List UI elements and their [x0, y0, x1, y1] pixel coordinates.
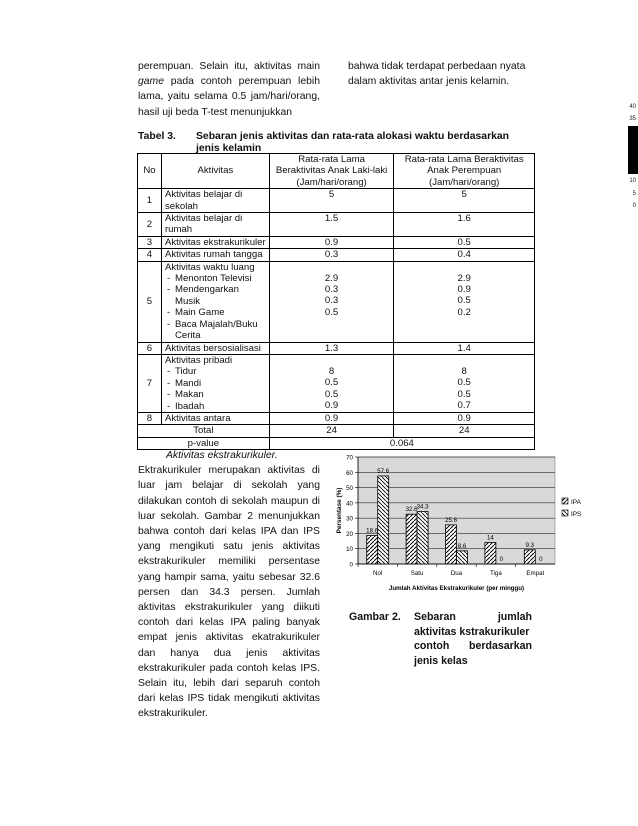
- row-male: 1.5: [269, 213, 394, 237]
- sub-activity: - Mandi: [165, 378, 266, 389]
- row-label-group: [161, 354, 269, 412]
- row-no: 4: [138, 249, 162, 261]
- bar-ipa: [524, 550, 535, 564]
- row-female: 0.5: [457, 377, 471, 389]
- row-male-group: [269, 354, 394, 412]
- extracurricular-paragraph: Aktivitas ekstrakurikuler. Ektrakurikuler merupakan aktivitas di luar jam belajar di sekolah yang dilakukan contoh di sekolah maupun di luar sekolah. Gambar 2 menunjukkan bahwa contoh dari kelas IPA dan IPS yang mengikuti satu jenis aktivitas ekstrakurikuler memiliki persentase yang hampir sama, yaitu sebesar 32.6 persen dan 34.3 persen. Jumlah aktivitas ekstrakurikuler yang diikuti contoh dari kelas IPA paling banyak empat jenis aktivitas ekatrakurikuler dan hanya dua jenis aktivitas ekstrakurikuler pada contoh kelas IPS. Selain itu, lebih dari separuh contoh dari kelas IPS tidak mengikuti aktivitas ekstrakurikuler.: [138, 450, 320, 720]
- row-male: 0.3: [324, 295, 339, 307]
- y-tick-label: 20: [346, 530, 353, 538]
- sidebar-tick: 5: [632, 190, 636, 197]
- row-no: 3: [138, 236, 162, 248]
- activity-table: [137, 153, 535, 450]
- figure-caption-text: [414, 610, 532, 668]
- row-male: 0.5: [324, 377, 339, 389]
- chart-legend: [562, 498, 582, 518]
- data-label: 14: [486, 534, 494, 542]
- y-tick-label: 30: [346, 515, 353, 523]
- table-row: [138, 412, 535, 424]
- header-no: No: [138, 154, 162, 189]
- bar-ips: [417, 512, 428, 564]
- row-female: 0.2: [457, 306, 471, 318]
- sub-activity-list: [165, 366, 266, 412]
- sidebar-tick: 0: [632, 203, 636, 210]
- legend-label: IPA: [571, 499, 581, 506]
- row-male: 0.3: [324, 284, 339, 296]
- bar-ipa: [485, 543, 496, 564]
- y-tick-label: 40: [346, 500, 353, 508]
- table-row: [138, 261, 535, 342]
- data-label: 18.6: [366, 527, 379, 535]
- y-tick-label: 50: [346, 485, 353, 493]
- row-male: 0.3: [269, 249, 394, 261]
- sub-activity: - Ibadah: [165, 401, 266, 412]
- bar-ipa: [367, 536, 378, 564]
- sub-activity-list: [165, 273, 266, 341]
- x-tick-label: Satu: [410, 570, 424, 577]
- y-tick-label: 0: [349, 561, 353, 569]
- row-label-group: [161, 261, 269, 342]
- row-female: 0.9: [394, 412, 535, 424]
- row-female: 8: [461, 365, 467, 377]
- caption-line: jenis kelas: [414, 654, 468, 667]
- row-label: Aktivitas belajar di rumah: [161, 213, 269, 237]
- bar-ips: [457, 551, 468, 564]
- data-label: 32.6: [405, 506, 418, 514]
- x-tick-label: Dua: [450, 570, 463, 577]
- total-female: 24: [394, 425, 535, 437]
- row-female: 2.9: [457, 272, 471, 284]
- sub-activity: - Menonton Televisi: [165, 273, 266, 284]
- row-no: 7: [138, 354, 162, 412]
- table-row: [138, 342, 535, 354]
- x-tick-label: Tiga: [489, 570, 502, 577]
- x-tick-label: Empat: [526, 570, 545, 577]
- row-female-group: [394, 354, 535, 412]
- sub-activity: - Baca Majalah/Buku Cerita: [165, 319, 266, 342]
- data-label: 9.3: [525, 541, 535, 549]
- sub-activity: - Mendengarkan Musik: [165, 284, 266, 307]
- row-label: Aktivitas rumah tangga: [161, 249, 269, 261]
- bar-ipa: [406, 514, 417, 564]
- row-male: 0.9: [269, 412, 394, 424]
- table-row: [138, 213, 535, 237]
- row-label: Aktivitas belajar di sekolah: [161, 189, 269, 213]
- row-no: 5: [138, 261, 162, 342]
- table-row: [138, 189, 535, 213]
- row-male: 0.5: [324, 306, 339, 318]
- total-label: Total: [138, 425, 270, 437]
- chart-x-axis-label: Jumlah Aktivitas Ekstrakurikuler (per minggu): [388, 585, 525, 592]
- sidebar-tick: 40: [629, 104, 636, 110]
- top-right-paragraph: bahwa tidak terdapat perbedaan nyata dalam aktivitas antar jenis kelamin.: [348, 61, 526, 88]
- row-female-group: [394, 261, 535, 342]
- row-label: Aktivitas ekstrakurikuler: [161, 236, 269, 248]
- sub-activity: - Main Game: [165, 307, 266, 318]
- row-female: 0.9: [457, 284, 471, 296]
- row-male: 0.9: [269, 236, 394, 248]
- table-header-row: [138, 154, 535, 189]
- sidebar-tick: 10: [629, 178, 636, 185]
- pvalue-label: p-value: [138, 437, 270, 449]
- row-label: Aktivitas antara: [161, 412, 269, 424]
- row-male: 5: [269, 189, 394, 213]
- caption-line: aktivitas kstrakurikuler: [414, 625, 530, 638]
- bar-ipa: [446, 525, 457, 564]
- row-male: 0.5: [324, 388, 339, 400]
- table-row: [138, 236, 535, 248]
- row-female: 0.4: [394, 249, 535, 261]
- row-label: Aktivitas pribadi: [164, 354, 233, 366]
- sidebar-bar: [628, 126, 638, 174]
- table-row: [138, 249, 535, 261]
- legend-swatch-ipa: [562, 498, 568, 504]
- row-female: 5: [394, 189, 535, 213]
- table-row: [138, 354, 535, 412]
- table-total-row: [138, 425, 535, 437]
- header-aktivitas: Aktivitas: [161, 154, 269, 189]
- row-male: 1.3: [269, 342, 394, 354]
- data-label: 34.3: [416, 503, 429, 511]
- row-label: Aktivitas waktu luang: [164, 261, 255, 273]
- row-female: 0.5: [394, 236, 535, 248]
- total-male: 24: [269, 425, 394, 437]
- y-tick-label: 60: [346, 469, 353, 477]
- data-label: 57.6: [377, 467, 390, 475]
- y-tick-label: 10: [346, 546, 353, 554]
- bar-chart: [330, 445, 590, 603]
- y-tick-label: 70: [346, 454, 353, 462]
- row-female: 1.4: [394, 342, 535, 354]
- bar-ips: [378, 476, 389, 564]
- row-female: 1.6: [394, 213, 535, 237]
- pvalue-value: 0.064: [269, 437, 534, 449]
- table-caption-text: Sebaran jenis aktivitas dan rata-rata alokasi waktu berdasarkan jenis kelamin: [196, 131, 510, 154]
- row-male: 8: [328, 365, 335, 377]
- row-no: 1: [138, 189, 162, 213]
- row-no: 8: [138, 412, 162, 424]
- row-label: Aktivitas bersosialisasi: [161, 342, 269, 354]
- row-female: 0.5: [457, 388, 471, 400]
- row-female: 0.5: [457, 295, 471, 307]
- row-no: 2: [138, 213, 162, 237]
- data-label: 0: [539, 556, 543, 563]
- row-no: 6: [138, 342, 162, 354]
- caption-line: Sebaran jumlah: [414, 611, 532, 623]
- data-label: 0: [499, 556, 504, 563]
- x-tick-label: Nol: [373, 570, 383, 577]
- sub-activity: - Makan: [165, 389, 266, 400]
- sidebar-tick: 35: [629, 116, 636, 123]
- data-label: 8.6: [457, 542, 467, 550]
- header-male: Rata-rata Lama Beraktivitas Anak Laki-laki (Jam/hari/orang): [269, 154, 394, 189]
- chart-y-axis-label: Persentase (%): [336, 487, 343, 534]
- legend-swatch-ips: [562, 510, 568, 516]
- row-male: 2.9: [324, 272, 339, 284]
- row-female: 0.7: [457, 400, 471, 412]
- caption-line: contoh berdasarkan: [414, 640, 532, 652]
- row-male-group: [269, 261, 394, 342]
- row-male: 0.9: [324, 400, 339, 412]
- table-caption-label: Tabel 3.: [138, 131, 176, 142]
- figure-caption-label: Gambar 2.: [349, 611, 401, 623]
- legend-label: IPS: [571, 511, 582, 518]
- header-female: Rata-rata Lama Beraktivitas Anak Perempuan (Jam/hari/orang): [394, 154, 535, 189]
- paragraph-heading: Aktivitas ekstrakurikuler.: [166, 450, 278, 461]
- sub-activity: - Tidur: [165, 366, 266, 377]
- top-left-paragraph: perempuan. Selain itu, aktivitas main game pada contoh perempuan lebih lama, yaitu selama 0.5 jam/hari/orang, hasil uji beda T-test menunjukkan: [138, 61, 320, 118]
- data-label: 25.6: [444, 516, 458, 524]
